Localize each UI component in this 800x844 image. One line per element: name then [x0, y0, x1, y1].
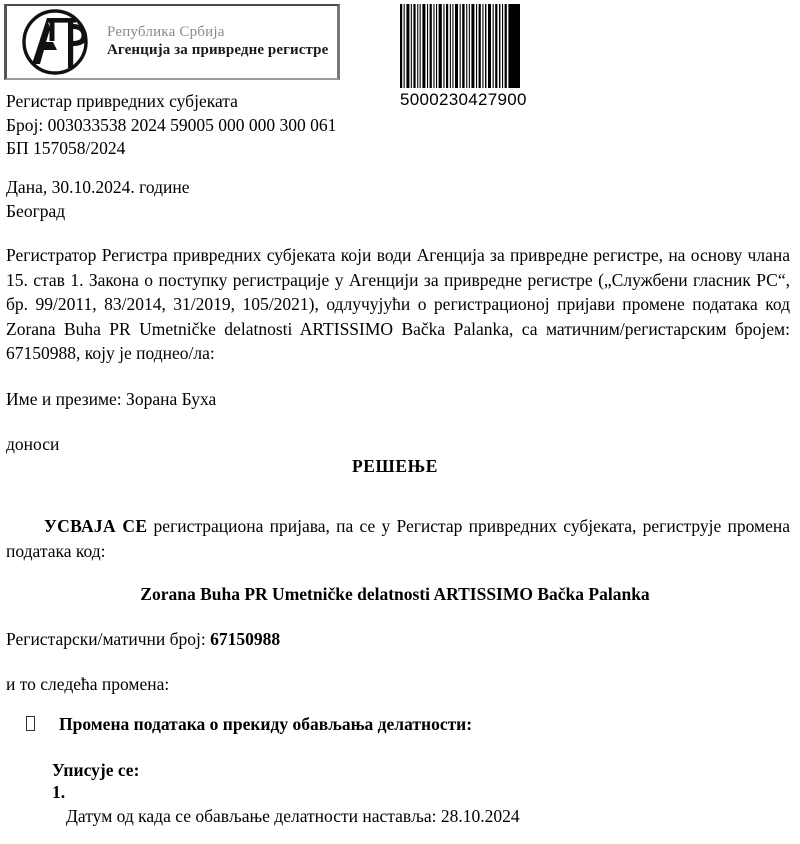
bp-number-line: БП 157058/2024	[6, 138, 126, 158]
entry-number: 1.	[52, 782, 66, 802]
registry-header-lines	[6, 90, 336, 161]
ruling-paragraph	[6, 514, 790, 563]
letterhead-box	[4, 4, 340, 80]
barcode-block	[400, 4, 530, 110]
agency-name: Агенција за привредне регистре	[107, 42, 329, 58]
registration-number-line	[6, 629, 280, 650]
decision-title: РЕШЕЊЕ	[351, 456, 439, 476]
donosi-label: доноси	[6, 434, 60, 454]
document-city: Београд	[6, 200, 66, 221]
registry-number-line: Број: 003033538 2024 59005 000 000 300 061	[6, 114, 337, 135]
registration-number-value: 67150988	[210, 629, 281, 649]
entry-heading: Уписује се:	[52, 760, 140, 780]
date-city-block	[6, 176, 189, 223]
document-date: Дана, 30.10.2024. године	[6, 177, 190, 197]
barcode-number: 5000230427900	[400, 90, 527, 109]
ruling-lead: УСВАЈА СЕ	[44, 516, 148, 536]
missing-glyph-bullet-icon	[26, 716, 35, 731]
change-item-title: Промена података о прекиду обављања делатности:	[59, 714, 473, 734]
intro-paragraph: Регистратор Регистра привредних субјеката који води Агенција за привредне регистре, на основу члана 15. став 1. Закона о поступку регистрације у Агенцији за привредне регистре („Службени гласник РС“, бр. 99/2011, 83/2014, 31/2019, 105/2021), одлучујући о регистрационој пријави промене података код Zorana Buha PR Umetničke delatnosti ARTISSIMO Bačka Palanka, са матичним/регистарским бројем: 67150988, коју је поднео/ла:	[6, 245, 790, 363]
barcode-icon	[400, 4, 524, 88]
company-name: Zorana Buha PR Umetničke delatnosti ARTISSIMO Bačka Palanka	[140, 584, 650, 604]
entry-text: Датум од када се обављање делатности наставља: 28.10.2024	[66, 806, 520, 826]
apr-logo	[7, 8, 103, 76]
registration-number-label: Регистарски/матични број:	[6, 629, 211, 649]
applicant-name-line: Име и презиме: Зорана Буха	[6, 389, 217, 409]
following-change-label: и то следећа промена:	[6, 674, 170, 694]
agency-text-block	[103, 24, 337, 59]
change-item	[26, 714, 472, 735]
register-name: Регистар привредних субјеката	[6, 91, 238, 111]
ruling-rest: регистрациона пријава, па се у Регистар привредних субјеката, региструје промена података код:	[6, 516, 790, 561]
apr-logo-icon	[17, 8, 93, 76]
republic-label: Република Србија	[107, 24, 225, 41]
